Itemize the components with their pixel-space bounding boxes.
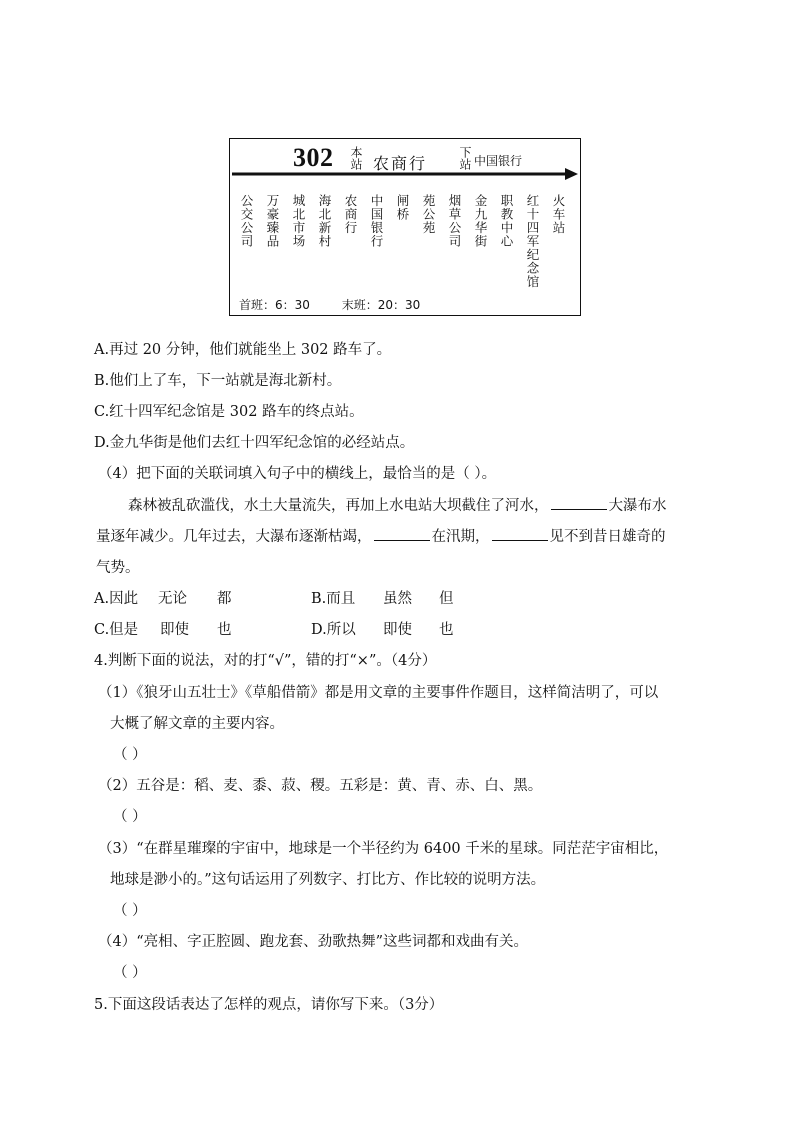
timetable	[239, 296, 448, 313]
option-word: 无论	[158, 591, 187, 607]
stop-name: 农商行	[343, 194, 358, 235]
q4-text: 见不到昔日雄奇的	[549, 529, 666, 545]
option-word: 也	[439, 622, 454, 638]
judge-item-3-line1: （3）“在群星璀璨的宇宙中，地球是一个半径约为 6400 千米的星球。同茫茫宇宙相比，	[98, 841, 669, 857]
route-number: 302	[293, 143, 334, 172]
bus-stop-sign	[229, 138, 581, 316]
fill-blank[interactable]	[492, 539, 548, 541]
answer-bracket-2[interactable]: （ ）	[113, 809, 147, 825]
stop-name: 中国银行	[369, 194, 384, 248]
next-stop-marker: 下站	[458, 146, 472, 170]
first-bus-time: 首班：6：30	[239, 298, 310, 312]
q4-text: 量逐年减少。几年过去，大瀑布逐渐枯竭，	[96, 529, 372, 545]
answer-bracket-4[interactable]: （ ）	[113, 965, 147, 981]
q4-stem: （4）把下面的关联词填入句子中的横线上，最恰当的是（ ）。	[98, 466, 497, 482]
stop-name: 公交公司	[239, 194, 254, 248]
stop-name: 闸桥	[395, 194, 410, 221]
stop-name: 职教中心	[499, 194, 514, 248]
answer-bracket-1[interactable]: （ ）	[113, 747, 147, 763]
q4-option-b	[311, 587, 454, 608]
option-word: 虽然	[383, 591, 412, 607]
stop-name: 苑公苑	[421, 194, 436, 235]
judge-item-1-line1: （1）《狼牙山五壮士》《草船借箭》都是用文章的主要事件作题目，这样简洁明了，可以	[98, 685, 659, 701]
q3-option-d: D.金九华街是他们去红十四军纪念馆的必经站点。	[94, 435, 415, 451]
judge-item-1-line2: 大概了解文章的主要内容。	[110, 716, 284, 732]
stop-name: 万豪臻品	[265, 194, 280, 248]
q4-option-d	[311, 618, 454, 639]
option-word: 也	[217, 622, 232, 638]
option-label: A.因此	[94, 591, 139, 607]
stop-name: 红十四军纪念馆	[525, 194, 540, 289]
this-stop-marker: 本站	[349, 146, 363, 170]
option-word: 即使	[383, 622, 412, 638]
q4-paragraph-line1	[128, 494, 667, 515]
direction-arrow-icon	[232, 168, 578, 180]
this-stop-name: 农商行	[373, 154, 428, 173]
fill-blank[interactable]	[551, 508, 607, 510]
q4-paragraph-line3: 气势。	[96, 560, 140, 576]
answer-bracket-3[interactable]: （ ）	[113, 903, 147, 919]
stop-name: 烟草公司	[447, 194, 462, 248]
judge-item-2: （2）五谷是：稻、麦、黍、菽、稷。五彩是：黄、青、赤、白、黑。	[98, 778, 543, 794]
q3-option-b: B.他们上了车，下一站就是海北新村。	[94, 373, 342, 389]
q4-text: 在汛期，	[431, 529, 490, 545]
last-bus-time: 末班：20：30	[341, 298, 421, 312]
q4-text: 森林被乱砍滥伐，水土大量流失，再加上水电站大坝截住了河水，	[128, 498, 549, 514]
stop-name: 火车站	[551, 194, 566, 235]
q3-option-c: C.红十四军纪念馆是 302 路车的终点站。	[94, 404, 364, 420]
q4-option-c	[94, 618, 232, 639]
q4-text: 大瀑布水	[608, 498, 667, 514]
stop-name: 海北新村	[317, 194, 332, 248]
option-label: D.所以	[311, 622, 356, 638]
option-label: B.而且	[311, 591, 356, 607]
option-label: C.但是	[94, 622, 139, 638]
stop-list	[237, 194, 565, 289]
section4-title: 4.判断下面的说法，对的打“√”，错的打“×”。（4分）	[94, 653, 437, 669]
judge-item-4: （4）“亮相、字正腔圆、跑龙套、劲歌热舞”这些词都和戏曲有关。	[98, 934, 529, 950]
q3-option-a: A.再过 20 分钟，他们就能坐上 302 路车了。	[94, 342, 392, 358]
judge-item-3-line2: 地球是渺小的。”这句话运用了列数字、打比方、作比较的说明方法。	[110, 872, 546, 888]
section5-title: 5.下面这段话表达了怎样的观点，请你写下来。（3分）	[94, 997, 444, 1013]
stop-name: 城北市场	[291, 194, 306, 248]
option-word: 但	[439, 591, 454, 607]
q4-option-a	[94, 587, 232, 608]
option-word: 即使	[160, 622, 189, 638]
q4-paragraph-line2	[96, 525, 666, 546]
fill-blank[interactable]	[374, 539, 430, 541]
stop-name: 金九华街	[473, 194, 488, 248]
option-word: 都	[217, 591, 232, 607]
next-stop-name: 中国银行	[474, 154, 523, 168]
